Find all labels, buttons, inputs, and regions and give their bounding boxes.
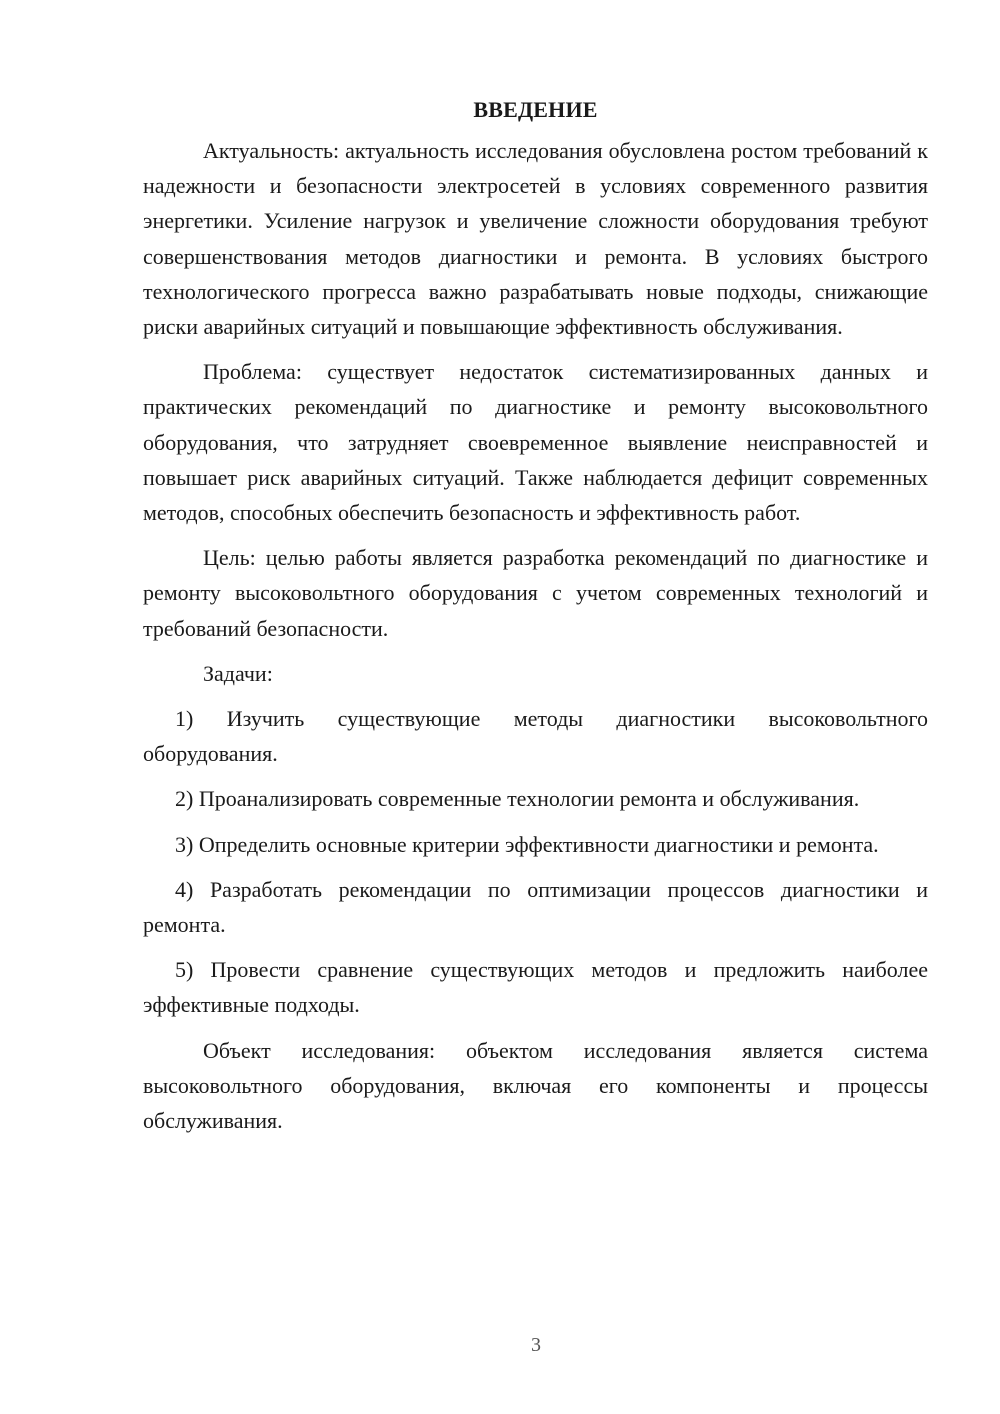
task-item-4: 4) Разработать рекомендации по оптимизации процессов диагностики и ремонта. <box>143 876 928 938</box>
task-item-3: 3) Определить основные критерии эффективности диагностики и ремонта. <box>175 831 879 857</box>
paragraph-object: Объект исследования: объектом исследования является система высоковольтного оборудования, включая его компоненты и процессы обслуживания. <box>143 1037 928 1134</box>
document-page <box>143 92 928 1148</box>
task-item-1: 1) Изучить существующие методы диагностики высоковольтного оборудования. <box>143 706 928 767</box>
paragraph-relevance: Актуальность: актуальность исследования обусловлена ростом требований к надежности и безопасности электросетей в условиях современного развития энергетики. Усиление нагрузок и увеличение сложности оборудования требуют совершенствования методов диагностики и ремонта. В условиях быстрого технологического прогресса важно разрабатывать новые подходы, снижающие риски аварийных ситуаций и повышающие эффективность обслуживания. <box>143 138 928 340</box>
paragraph-problem: Проблема: существует недостаток систематизированных данных и практических рекомендаций по диагностике и ремонту высоковольтного оборудования, что затрудняет своевременное выявление неисправностей и повышает риск аварийных ситуаций. Также наблюдается дефицит современных методов, способных обеспечить безопасность и эффективность работ. <box>143 359 928 526</box>
task-item-5: 5) Провести сравнение существующих методов и предложить наиболее эффективные подходы. <box>143 957 928 1018</box>
paragraph-goal: Цель: целью работы является разработка рекомендаций по диагностике и ремонту высоковольтного оборудования с учетом современных технологий и требований безопасности. <box>143 545 928 641</box>
page-number: 3 <box>531 1334 541 1356</box>
tasks-label: Задачи: <box>203 660 273 686</box>
section-heading: ВВЕДЕНИЕ <box>473 97 598 122</box>
task-item-2: 2) Проанализировать современные технологии ремонта и обслуживания. <box>175 786 860 812</box>
task-list <box>143 701 928 1023</box>
